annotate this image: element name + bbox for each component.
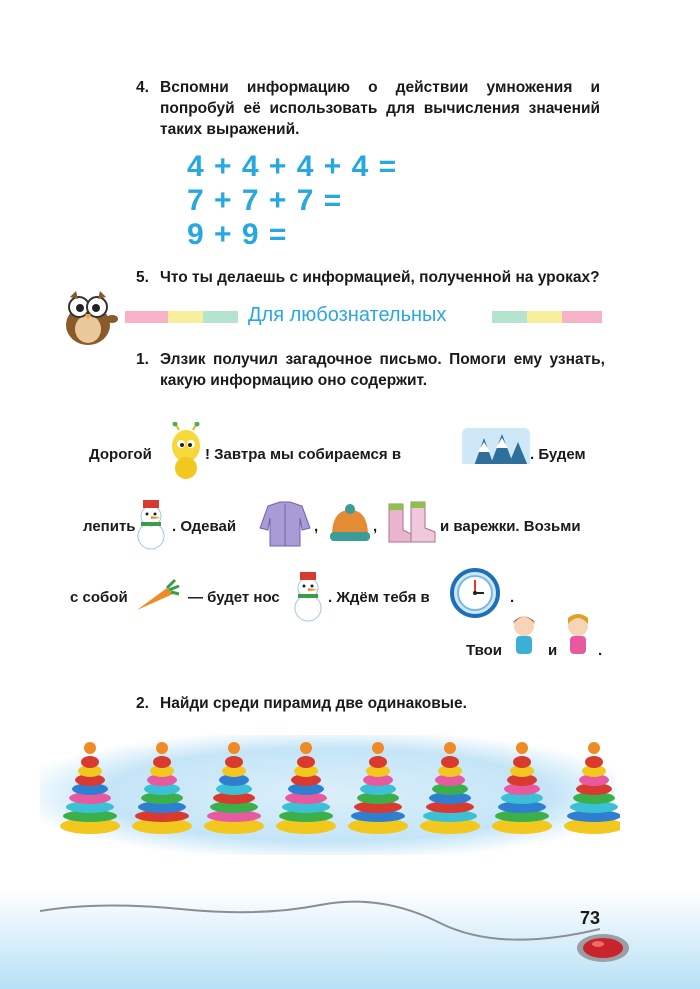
- task-number: 2.: [136, 695, 149, 712]
- page-number: 73: [580, 908, 601, 928]
- task-number: 5.: [136, 269, 149, 286]
- pyramid[interactable]: [492, 742, 552, 834]
- computer-mouse-icon: [572, 928, 634, 968]
- boy-icon: [563, 612, 593, 656]
- letter-text: ,: [373, 518, 378, 535]
- letter-text: с собой: [70, 589, 128, 606]
- letter-text: .: [510, 589, 515, 606]
- snowman-icon: [131, 496, 171, 550]
- equation-3: 9 + 9 =: [187, 218, 288, 251]
- task-number: 4.: [136, 79, 149, 96]
- task-5: [136, 267, 616, 289]
- pyramid[interactable]: [132, 742, 192, 834]
- banner-stripe: [168, 311, 203, 323]
- letter-text: . Одевай: [172, 518, 237, 535]
- task-number: 1.: [136, 351, 149, 368]
- carrot-icon: [133, 578, 181, 614]
- pyramid[interactable]: [276, 742, 336, 834]
- hat-icon: [328, 502, 372, 544]
- girl-icon: [509, 612, 539, 656]
- banner-stripe: [527, 311, 562, 323]
- pyramid[interactable]: [348, 742, 408, 834]
- elzik-icon: [167, 422, 205, 480]
- snowman-icon: [288, 568, 328, 622]
- letter-text: и варежки. Возьми: [440, 518, 581, 535]
- pyramid[interactable]: [420, 742, 480, 834]
- task-text: Вспомни информацию о действии умножения и попробуй её использовать для вычисления значений таких выражений.: [160, 79, 600, 138]
- equation-1: 4 + 4 + 4 + 4 =: [187, 150, 398, 183]
- banner-stripe: [492, 311, 527, 323]
- banner-stripe: [203, 311, 238, 323]
- task-text: Элзик получил загадочное письмо. Помоги ему узнать, какую информацию оно содержит.: [160, 351, 605, 389]
- letter-text: .: [598, 642, 603, 659]
- letter-text: . Ждём тебя в: [328, 589, 430, 606]
- letter-text: Дорогой: [89, 446, 152, 463]
- footer-wave-line: [40, 895, 600, 945]
- owl-icon: [52, 287, 124, 347]
- boots-icon: [385, 500, 437, 546]
- clock-icon: [442, 568, 508, 618]
- letter-task: [136, 349, 606, 393]
- letter-text: ,: [314, 518, 319, 535]
- task-text: Что ты делаешь с информацией, полученной на уроках?: [160, 269, 600, 286]
- equation-2: 7 + 7 + 7 =: [187, 184, 343, 217]
- banner-stripe: [125, 311, 168, 323]
- pyramid[interactable]: [204, 742, 264, 834]
- letter-text: . Будем: [530, 446, 586, 463]
- task-text: Найди среди пирамид две одинаковые.: [160, 695, 467, 712]
- letter-text: лепить: [83, 518, 136, 535]
- letter-text: ! Завтра мы собираемся в: [205, 446, 402, 463]
- pyramid[interactable]: [60, 742, 120, 834]
- banner-title: Для любознательных: [248, 304, 447, 326]
- task-4: [136, 77, 606, 141]
- task-2: [136, 693, 606, 715]
- winter-forest-icon: [462, 428, 530, 474]
- letter-text: — будет нос: [188, 589, 280, 606]
- pyramid[interactable]: [564, 742, 620, 834]
- banner-stripe: [562, 311, 602, 323]
- jacket-icon: [258, 498, 312, 548]
- letter-text: Твои: [466, 642, 502, 659]
- pyramids-row: [60, 740, 620, 840]
- letter-text: и: [548, 642, 558, 659]
